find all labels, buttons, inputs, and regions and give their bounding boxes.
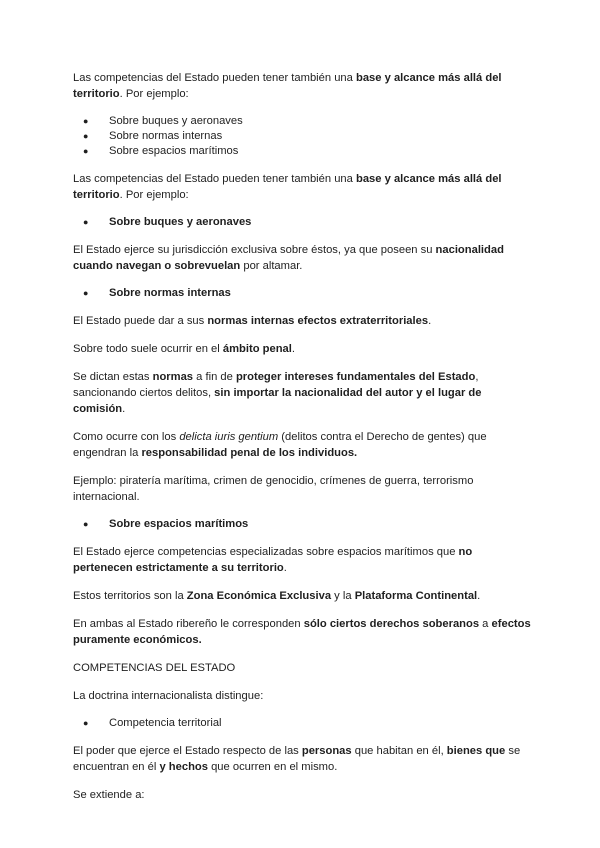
bullet-list-competencia <box>73 716 533 731</box>
list-item: ● Sobre espacios marítimos <box>83 518 249 530</box>
list-item: ● Sobre normas internas <box>83 287 231 299</box>
paragraph-ejemplo: Ejemplo: piratería marítima, crimen de genocidio, crímenes de guerra, terrorismo internacional. <box>73 475 474 503</box>
list-item: ● Sobre buques y aeronaves <box>83 115 243 127</box>
paragraph-espacios: El Estado ejerce competencias especializadas sobre espacios marítimos que no pertenecen estrictamente a su territorio. <box>73 546 473 574</box>
bullet-icon: ● <box>83 146 89 156</box>
bullet-icon: ● <box>83 217 89 227</box>
paragraph-normas: El Estado puede dar a sus normas internas efectos extraterritoriales. <box>73 315 432 327</box>
paragraph-intro: Las competencias del Estado pueden tener también una base y alcance más allá del territorio. Por ejemplo: <box>73 72 502 100</box>
paragraph-ribereno: En ambas al Estado ribereño le corresponden sólo ciertos derechos soberanos a efectos puramente económicos. <box>73 618 531 646</box>
section-heading-espacios <box>73 517 533 532</box>
section-heading-normas <box>73 286 533 301</box>
bullet-list-examples <box>73 114 533 159</box>
paragraph-ambito-penal: Sobre todo suele ocurrir en el ámbito penal. <box>73 343 295 355</box>
paragraph-poder: El poder que ejerce el Estado respecto de las personas que habitan en él, bienes que se encuentran en él y hechos que ocurren en el mismo. <box>73 745 521 773</box>
bullet-icon: ● <box>83 519 89 529</box>
bullet-icon: ● <box>83 116 89 126</box>
paragraph-buques: El Estado ejerce su jurisdicción exclusiva sobre éstos, ya que poseen su nacionalidad cuando navegan o sobrevuelan por altamar. <box>73 244 504 272</box>
paragraph-delicta: Como ocurre con los delicta iuris gentium (delitos contra el Derecho de gentes) que engendran la responsabilidad penal de los individuos. <box>73 431 487 459</box>
list-item: ● Sobre normas internas <box>83 130 223 142</box>
document-body <box>73 70 533 815</box>
bullet-icon: ● <box>83 288 89 298</box>
list-item: ● Sobre espacios marítimos <box>83 145 239 157</box>
bullet-icon: ● <box>83 131 89 141</box>
section-title-competencias: COMPETENCIAS DEL ESTADO <box>73 662 236 674</box>
paragraph-normas-dictan: Se dictan estas normas a fin de proteger intereses fundamentales del Estado, sancionando ciertos delitos, sin importar la nacionalidad del autor y el lugar de comisión. <box>73 371 482 415</box>
paragraph-extiende: Se extiende a: <box>73 789 145 801</box>
paragraph-territorios: Estos territorios son la Zona Económica Exclusiva y la Plataforma Continental. <box>73 590 481 602</box>
section-heading-buques <box>73 215 533 230</box>
paragraph-intro-repeat: Las competencias del Estado pueden tener también una base y alcance más allá del territorio. Por ejemplo: <box>73 173 502 201</box>
list-item: ● Sobre buques y aeronaves <box>83 216 252 228</box>
bullet-icon: ● <box>83 718 89 728</box>
list-item: ● Competencia territorial <box>83 717 222 729</box>
paragraph-doctrina: La doctrina internacionalista distingue: <box>73 690 264 702</box>
